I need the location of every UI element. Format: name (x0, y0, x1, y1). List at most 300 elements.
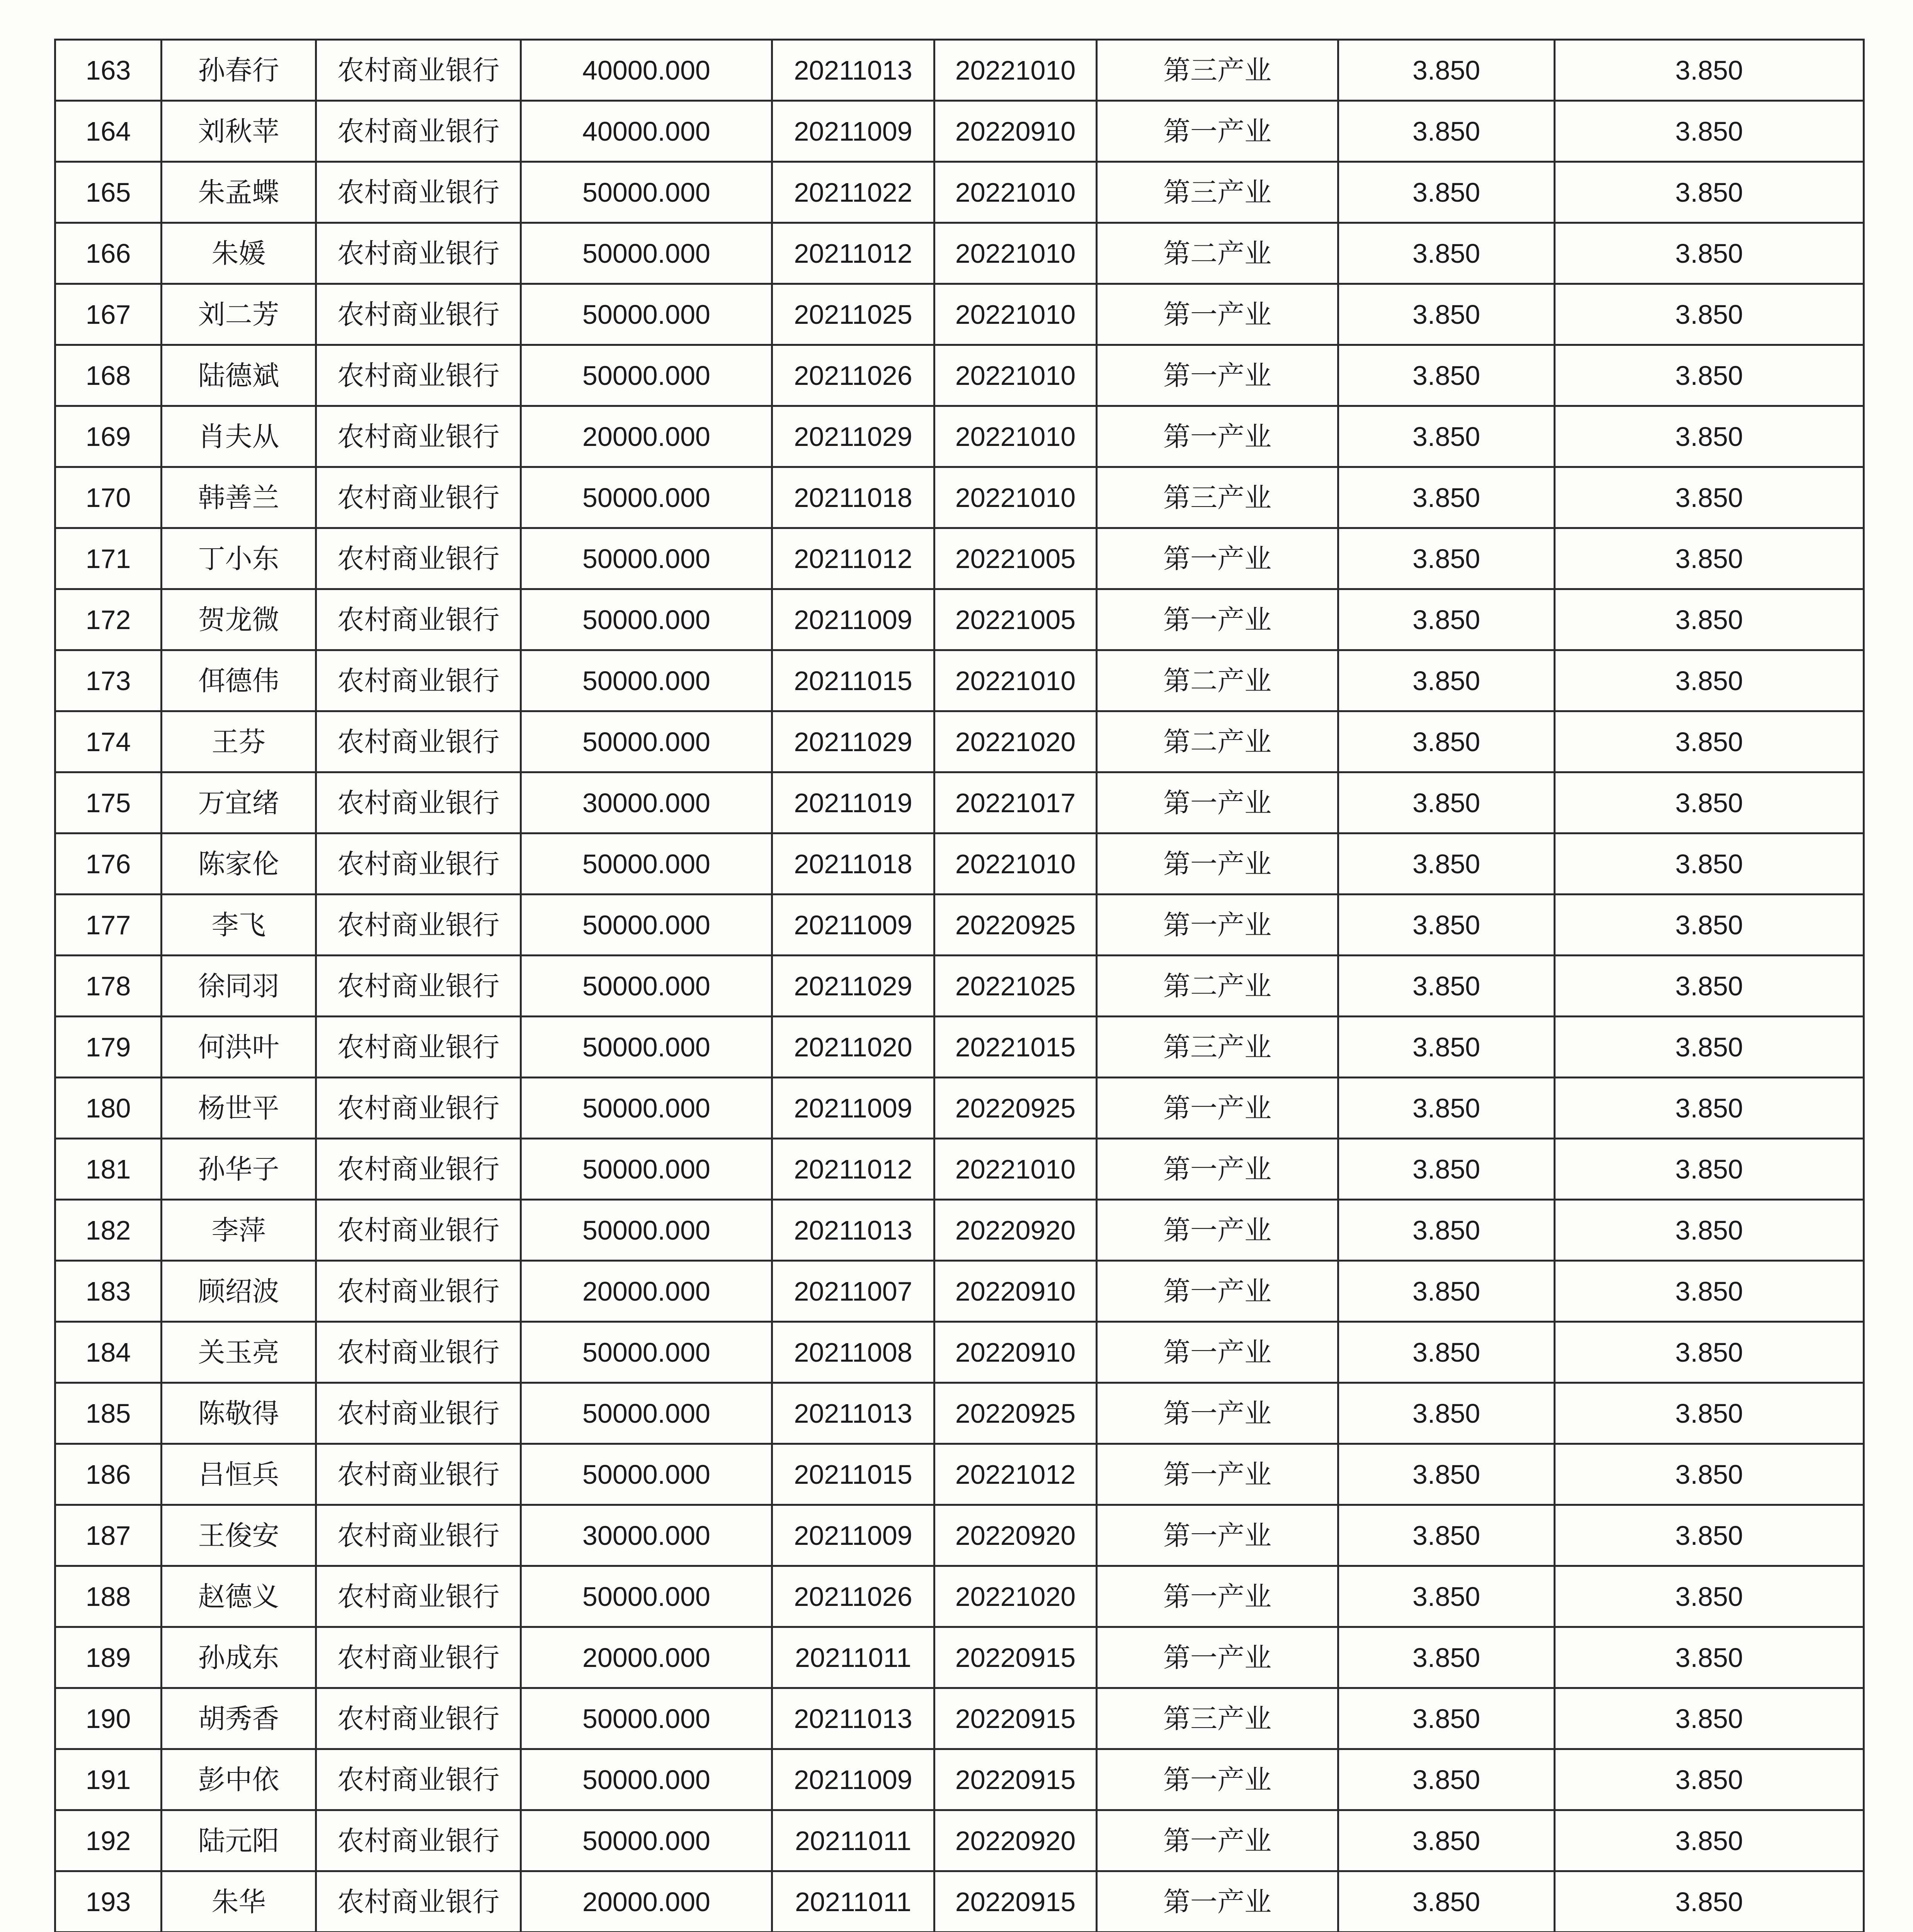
table-row (55, 1688, 1864, 1749)
loan-amount-cell: 50000.000 (521, 650, 772, 711)
table-row (55, 1566, 1864, 1627)
row-number-cell: 170 (55, 467, 162, 528)
loan-amount-cell: 50000.000 (521, 345, 772, 406)
row-number-cell: 191 (55, 1749, 162, 1810)
table-row (55, 162, 1864, 223)
loan-amount-cell: 30000.000 (521, 1505, 772, 1566)
end-date-cell: 20220910 (934, 101, 1097, 162)
start-date-cell: 20211013 (772, 1383, 934, 1444)
table-row (55, 223, 1864, 284)
end-date-cell: 20221010 (934, 467, 1097, 528)
borrower-name-cell: 李飞 (162, 895, 316, 956)
loan-amount-cell: 50000.000 (521, 1688, 772, 1749)
rate-cell-secondary: 3.850 (1555, 1383, 1864, 1444)
row-number-cell: 184 (55, 1322, 162, 1383)
start-date-cell: 20211012 (772, 528, 934, 589)
borrower-name-cell: 赵德义 (162, 1566, 316, 1627)
borrower-name-cell: 胡秀香 (162, 1688, 316, 1749)
rate-cell-secondary: 3.850 (1555, 162, 1864, 223)
row-number-cell: 168 (55, 345, 162, 406)
rate-cell: 3.850 (1338, 223, 1555, 284)
bank-name-cell: 农村商业银行 (316, 467, 521, 528)
end-date-cell: 20221010 (934, 162, 1097, 223)
row-number-cell: 185 (55, 1383, 162, 1444)
bank-name-cell: 农村商业银行 (316, 1810, 521, 1871)
row-number-cell: 166 (55, 223, 162, 284)
table-row (55, 1017, 1864, 1078)
industry-cell: 第一产业 (1097, 1078, 1338, 1139)
rate-cell-secondary: 3.850 (1555, 284, 1864, 345)
borrower-name-cell: 万宜绪 (162, 772, 316, 833)
row-number-cell: 176 (55, 833, 162, 895)
rate-cell-secondary: 3.850 (1555, 1810, 1864, 1871)
start-date-cell: 20211015 (772, 1444, 934, 1505)
loan-amount-cell: 40000.000 (521, 101, 772, 162)
end-date-cell: 20220915 (934, 1688, 1097, 1749)
borrower-name-cell: 陈敬得 (162, 1383, 316, 1444)
bank-name-cell: 农村商业银行 (316, 650, 521, 711)
rate-cell-secondary: 3.850 (1555, 956, 1864, 1017)
borrower-name-cell: 朱孟蝶 (162, 162, 316, 223)
loan-amount-cell: 50000.000 (521, 162, 772, 223)
bank-name-cell: 农村商业银行 (316, 406, 521, 467)
loan-amount-cell: 50000.000 (521, 1749, 772, 1810)
bank-name-cell: 农村商业银行 (316, 162, 521, 223)
end-date-cell: 20220925 (934, 1383, 1097, 1444)
bank-name-cell: 农村商业银行 (316, 1566, 521, 1627)
table-row (55, 1627, 1864, 1688)
start-date-cell: 20211007 (772, 1261, 934, 1322)
loan-amount-cell: 50000.000 (521, 833, 772, 895)
rate-cell: 3.850 (1338, 1749, 1555, 1810)
loan-amount-cell: 50000.000 (521, 711, 772, 772)
bank-name-cell: 农村商业银行 (316, 1200, 521, 1261)
table-row (55, 589, 1864, 650)
rate-cell: 3.850 (1338, 1627, 1555, 1688)
table-row (55, 1444, 1864, 1505)
loan-amount-cell: 50000.000 (521, 589, 772, 650)
rate-cell-secondary: 3.850 (1555, 1322, 1864, 1383)
rate-cell-secondary: 3.850 (1555, 1017, 1864, 1078)
table-row (55, 1505, 1864, 1566)
borrower-name-cell: 刘秋苹 (162, 101, 316, 162)
rate-cell-secondary: 3.850 (1555, 467, 1864, 528)
end-date-cell: 20220925 (934, 1078, 1097, 1139)
rate-cell: 3.850 (1338, 1078, 1555, 1139)
bank-name-cell: 农村商业银行 (316, 1505, 521, 1566)
row-number-cell: 171 (55, 528, 162, 589)
row-number-cell: 175 (55, 772, 162, 833)
rate-cell: 3.850 (1338, 1200, 1555, 1261)
table-row (55, 1749, 1864, 1810)
rate-cell-secondary: 3.850 (1555, 1444, 1864, 1505)
rate-cell: 3.850 (1338, 1810, 1555, 1871)
rate-cell: 3.850 (1338, 1322, 1555, 1383)
borrower-name-cell: 徐同羽 (162, 956, 316, 1017)
bank-name-cell: 农村商业银行 (316, 1261, 521, 1322)
end-date-cell: 20221010 (934, 650, 1097, 711)
start-date-cell: 20211009 (772, 1078, 934, 1139)
table-row (55, 1383, 1864, 1444)
loan-amount-cell: 50000.000 (521, 1383, 772, 1444)
start-date-cell: 20211011 (772, 1627, 934, 1688)
start-date-cell: 20211026 (772, 1566, 934, 1627)
end-date-cell: 20221005 (934, 528, 1097, 589)
borrower-name-cell: 彭中依 (162, 1749, 316, 1810)
end-date-cell: 20220910 (934, 1261, 1097, 1322)
industry-cell: 第一产业 (1097, 1139, 1338, 1200)
row-number-cell: 172 (55, 589, 162, 650)
rate-cell-secondary: 3.850 (1555, 345, 1864, 406)
table-row (55, 1139, 1864, 1200)
row-number-cell: 164 (55, 101, 162, 162)
rate-cell: 3.850 (1338, 833, 1555, 895)
start-date-cell: 20211011 (772, 1871, 934, 1932)
bank-name-cell: 农村商业银行 (316, 1078, 521, 1139)
end-date-cell: 20221010 (934, 833, 1097, 895)
bank-name-cell: 农村商业银行 (316, 895, 521, 956)
borrower-name-cell: 贺龙微 (162, 589, 316, 650)
row-number-cell: 177 (55, 895, 162, 956)
start-date-cell: 20211012 (772, 223, 934, 284)
bank-name-cell: 农村商业银行 (316, 833, 521, 895)
loan-amount-cell: 50000.000 (521, 1078, 772, 1139)
table-row (55, 1871, 1864, 1932)
borrower-name-cell: 孙春行 (162, 40, 316, 101)
start-date-cell: 20211009 (772, 1749, 934, 1810)
industry-cell: 第一产业 (1097, 1627, 1338, 1688)
start-date-cell: 20211013 (772, 1200, 934, 1261)
borrower-name-cell: 杨世平 (162, 1078, 316, 1139)
table-row (55, 772, 1864, 833)
row-number-cell: 182 (55, 1200, 162, 1261)
borrower-name-cell: 朱华 (162, 1871, 316, 1932)
start-date-cell: 20211018 (772, 467, 934, 528)
rate-cell-secondary: 3.850 (1555, 406, 1864, 467)
bank-name-cell: 农村商业银行 (316, 1383, 521, 1444)
start-date-cell: 20211008 (772, 1322, 934, 1383)
end-date-cell: 20221015 (934, 1017, 1097, 1078)
rate-cell: 3.850 (1338, 1871, 1555, 1932)
rate-cell-secondary: 3.850 (1555, 650, 1864, 711)
rate-cell: 3.850 (1338, 1261, 1555, 1322)
rate-cell: 3.850 (1338, 162, 1555, 223)
row-number-cell: 192 (55, 1810, 162, 1871)
industry-cell: 第一产业 (1097, 284, 1338, 345)
rate-cell-secondary: 3.850 (1555, 772, 1864, 833)
rate-cell-secondary: 3.850 (1555, 1505, 1864, 1566)
end-date-cell: 20220925 (934, 895, 1097, 956)
rate-cell-secondary: 3.850 (1555, 1139, 1864, 1200)
row-number-cell: 181 (55, 1139, 162, 1200)
industry-cell: 第一产业 (1097, 345, 1338, 406)
row-number-cell: 179 (55, 1017, 162, 1078)
bank-name-cell: 农村商业银行 (316, 1749, 521, 1810)
industry-cell: 第一产业 (1097, 1505, 1338, 1566)
rate-cell: 3.850 (1338, 101, 1555, 162)
table-body (55, 40, 1864, 1932)
rate-cell-secondary: 3.850 (1555, 711, 1864, 772)
end-date-cell: 20220915 (934, 1749, 1097, 1810)
end-date-cell: 20220915 (934, 1627, 1097, 1688)
table-row (55, 650, 1864, 711)
row-number-cell: 193 (55, 1871, 162, 1932)
table-row (55, 833, 1864, 895)
loan-amount-cell: 50000.000 (521, 1017, 772, 1078)
start-date-cell: 20211018 (772, 833, 934, 895)
rate-cell-secondary: 3.850 (1555, 1627, 1864, 1688)
end-date-cell: 20221010 (934, 1139, 1097, 1200)
table-row (55, 40, 1864, 101)
rate-cell-secondary: 3.850 (1555, 833, 1864, 895)
loan-amount-cell: 50000.000 (521, 528, 772, 589)
rate-cell: 3.850 (1338, 1017, 1555, 1078)
loan-amount-cell: 50000.000 (521, 1566, 772, 1627)
end-date-cell: 20221010 (934, 345, 1097, 406)
industry-cell: 第二产业 (1097, 956, 1338, 1017)
end-date-cell: 20221025 (934, 956, 1097, 1017)
table-row (55, 406, 1864, 467)
rate-cell: 3.850 (1338, 406, 1555, 467)
loan-amount-cell: 50000.000 (521, 1139, 772, 1200)
industry-cell: 第一产业 (1097, 1871, 1338, 1932)
bank-name-cell: 农村商业银行 (316, 1444, 521, 1505)
rate-cell-secondary: 3.850 (1555, 101, 1864, 162)
end-date-cell: 20220920 (934, 1810, 1097, 1871)
row-number-cell: 190 (55, 1688, 162, 1749)
borrower-name-cell: 孙成东 (162, 1627, 316, 1688)
table-row (55, 1078, 1864, 1139)
end-date-cell: 20221020 (934, 711, 1097, 772)
loan-amount-cell: 50000.000 (521, 1810, 772, 1871)
table-row (55, 1810, 1864, 1871)
start-date-cell: 20211009 (772, 589, 934, 650)
rate-cell: 3.850 (1338, 345, 1555, 406)
rate-cell-secondary: 3.850 (1555, 1688, 1864, 1749)
loan-amount-cell: 20000.000 (521, 1871, 772, 1932)
start-date-cell: 20211020 (772, 1017, 934, 1078)
start-date-cell: 20211009 (772, 895, 934, 956)
start-date-cell: 20211022 (772, 162, 934, 223)
industry-cell: 第一产业 (1097, 895, 1338, 956)
borrower-name-cell: 刘二芳 (162, 284, 316, 345)
row-number-cell: 180 (55, 1078, 162, 1139)
rate-cell-secondary: 3.850 (1555, 1749, 1864, 1810)
rate-cell-secondary: 3.850 (1555, 589, 1864, 650)
industry-cell: 第一产业 (1097, 1810, 1338, 1871)
industry-cell: 第二产业 (1097, 711, 1338, 772)
borrower-name-cell: 李萍 (162, 1200, 316, 1261)
bank-name-cell: 农村商业银行 (316, 284, 521, 345)
rate-cell: 3.850 (1338, 711, 1555, 772)
end-date-cell: 20221020 (934, 1566, 1097, 1627)
bank-name-cell: 农村商业银行 (316, 40, 521, 101)
rate-cell: 3.850 (1338, 528, 1555, 589)
bank-name-cell: 农村商业银行 (316, 1139, 521, 1200)
loan-amount-cell: 50000.000 (521, 284, 772, 345)
row-number-cell: 187 (55, 1505, 162, 1566)
rate-cell: 3.850 (1338, 1566, 1555, 1627)
row-number-cell: 173 (55, 650, 162, 711)
borrower-name-cell: 陆元阳 (162, 1810, 316, 1871)
loan-amount-cell: 50000.000 (521, 223, 772, 284)
borrower-name-cell: 孙华子 (162, 1139, 316, 1200)
rate-cell: 3.850 (1338, 956, 1555, 1017)
start-date-cell: 20211012 (772, 1139, 934, 1200)
table-row (55, 956, 1864, 1017)
row-number-cell: 186 (55, 1444, 162, 1505)
start-date-cell: 20211019 (772, 772, 934, 833)
table-row (55, 1261, 1864, 1322)
rate-cell: 3.850 (1338, 1688, 1555, 1749)
row-number-cell: 183 (55, 1261, 162, 1322)
start-date-cell: 20211029 (772, 711, 934, 772)
end-date-cell: 20221010 (934, 284, 1097, 345)
table-row (55, 711, 1864, 772)
end-date-cell: 20221010 (934, 223, 1097, 284)
industry-cell: 第三产业 (1097, 162, 1338, 223)
start-date-cell: 20211025 (772, 284, 934, 345)
borrower-name-cell: 吕恒兵 (162, 1444, 316, 1505)
loan-amount-cell: 20000.000 (521, 406, 772, 467)
loan-amount-cell: 50000.000 (521, 467, 772, 528)
loan-amount-cell: 40000.000 (521, 40, 772, 101)
borrower-name-cell: 肖夫从 (162, 406, 316, 467)
loan-amount-cell: 50000.000 (521, 956, 772, 1017)
table-row (55, 1200, 1864, 1261)
industry-cell: 第一产业 (1097, 1200, 1338, 1261)
borrower-name-cell: 王芬 (162, 711, 316, 772)
industry-cell: 第三产业 (1097, 1688, 1338, 1749)
end-date-cell: 20221005 (934, 589, 1097, 650)
bank-name-cell: 农村商业银行 (316, 1688, 521, 1749)
start-date-cell: 20211026 (772, 345, 934, 406)
table-row (55, 467, 1864, 528)
industry-cell: 第二产业 (1097, 650, 1338, 711)
start-date-cell: 20211015 (772, 650, 934, 711)
start-date-cell: 20211013 (772, 40, 934, 101)
industry-cell: 第一产业 (1097, 833, 1338, 895)
borrower-name-cell: 顾绍波 (162, 1261, 316, 1322)
loan-amount-cell: 50000.000 (521, 895, 772, 956)
bank-name-cell: 农村商业银行 (316, 101, 521, 162)
rate-cell: 3.850 (1338, 895, 1555, 956)
bank-name-cell: 农村商业银行 (316, 223, 521, 284)
table-row (55, 345, 1864, 406)
rate-cell: 3.850 (1338, 467, 1555, 528)
loan-amount-cell: 20000.000 (521, 1261, 772, 1322)
bank-name-cell: 农村商业银行 (316, 772, 521, 833)
bank-name-cell: 农村商业银行 (316, 345, 521, 406)
start-date-cell: 20211009 (772, 101, 934, 162)
industry-cell: 第二产业 (1097, 223, 1338, 284)
row-number-cell: 169 (55, 406, 162, 467)
loan-amount-cell: 50000.000 (521, 1444, 772, 1505)
row-number-cell: 174 (55, 711, 162, 772)
rate-cell-secondary: 3.850 (1555, 40, 1864, 101)
start-date-cell: 20211029 (772, 406, 934, 467)
industry-cell: 第三产业 (1097, 40, 1338, 101)
industry-cell: 第一产业 (1097, 1749, 1338, 1810)
start-date-cell: 20211009 (772, 1505, 934, 1566)
table-row (55, 528, 1864, 589)
bank-name-cell: 农村商业银行 (316, 1017, 521, 1078)
borrower-name-cell: 韩善兰 (162, 467, 316, 528)
industry-cell: 第一产业 (1097, 1322, 1338, 1383)
row-number-cell: 189 (55, 1627, 162, 1688)
industry-cell: 第三产业 (1097, 467, 1338, 528)
rate-cell: 3.850 (1338, 589, 1555, 650)
end-date-cell: 20220920 (934, 1505, 1097, 1566)
row-number-cell: 188 (55, 1566, 162, 1627)
loan-amount-cell: 20000.000 (521, 1627, 772, 1688)
rate-cell-secondary: 3.850 (1555, 1200, 1864, 1261)
row-number-cell: 163 (55, 40, 162, 101)
rate-cell-secondary: 3.850 (1555, 1871, 1864, 1932)
borrower-name-cell: 丁小东 (162, 528, 316, 589)
end-date-cell: 20220910 (934, 1322, 1097, 1383)
end-date-cell: 20221010 (934, 406, 1097, 467)
loan-table (54, 39, 1865, 1932)
rate-cell: 3.850 (1338, 1505, 1555, 1566)
industry-cell: 第一产业 (1097, 589, 1338, 650)
industry-cell: 第一产业 (1097, 1261, 1338, 1322)
end-date-cell: 20221012 (934, 1444, 1097, 1505)
start-date-cell: 20211011 (772, 1810, 934, 1871)
rate-cell-secondary: 3.850 (1555, 1566, 1864, 1627)
row-number-cell: 178 (55, 956, 162, 1017)
start-date-cell: 20211029 (772, 956, 934, 1017)
rate-cell: 3.850 (1338, 650, 1555, 711)
industry-cell: 第一产业 (1097, 101, 1338, 162)
industry-cell: 第三产业 (1097, 1017, 1338, 1078)
rate-cell-secondary: 3.850 (1555, 1078, 1864, 1139)
end-date-cell: 20221017 (934, 772, 1097, 833)
borrower-name-cell: 陈家伦 (162, 833, 316, 895)
borrower-name-cell: 何洪叶 (162, 1017, 316, 1078)
rate-cell-secondary: 3.850 (1555, 1261, 1864, 1322)
rate-cell: 3.850 (1338, 772, 1555, 833)
start-date-cell: 20211013 (772, 1688, 934, 1749)
bank-name-cell: 农村商业银行 (316, 1871, 521, 1932)
bank-name-cell: 农村商业银行 (316, 1322, 521, 1383)
row-number-cell: 165 (55, 162, 162, 223)
rate-cell-secondary: 3.850 (1555, 223, 1864, 284)
table-row (55, 1322, 1864, 1383)
rate-cell-secondary: 3.850 (1555, 528, 1864, 589)
row-number-cell: 167 (55, 284, 162, 345)
end-date-cell: 20220920 (934, 1200, 1097, 1261)
industry-cell: 第一产业 (1097, 1444, 1338, 1505)
bank-name-cell: 农村商业银行 (316, 589, 521, 650)
rate-cell: 3.850 (1338, 1444, 1555, 1505)
industry-cell: 第一产业 (1097, 772, 1338, 833)
rate-cell-secondary: 3.850 (1555, 895, 1864, 956)
end-date-cell: 20220915 (934, 1871, 1097, 1932)
bank-name-cell: 农村商业银行 (316, 528, 521, 589)
loan-amount-cell: 50000.000 (521, 1322, 772, 1383)
loan-amount-cell: 30000.000 (521, 772, 772, 833)
table-row (55, 284, 1864, 345)
borrower-name-cell: 佴德伟 (162, 650, 316, 711)
borrower-name-cell: 朱媛 (162, 223, 316, 284)
end-date-cell: 20221010 (934, 40, 1097, 101)
industry-cell: 第一产业 (1097, 406, 1338, 467)
loan-amount-cell: 50000.000 (521, 1200, 772, 1261)
rate-cell: 3.850 (1338, 40, 1555, 101)
bank-name-cell: 农村商业银行 (316, 1627, 521, 1688)
borrower-name-cell: 关玉亮 (162, 1322, 316, 1383)
